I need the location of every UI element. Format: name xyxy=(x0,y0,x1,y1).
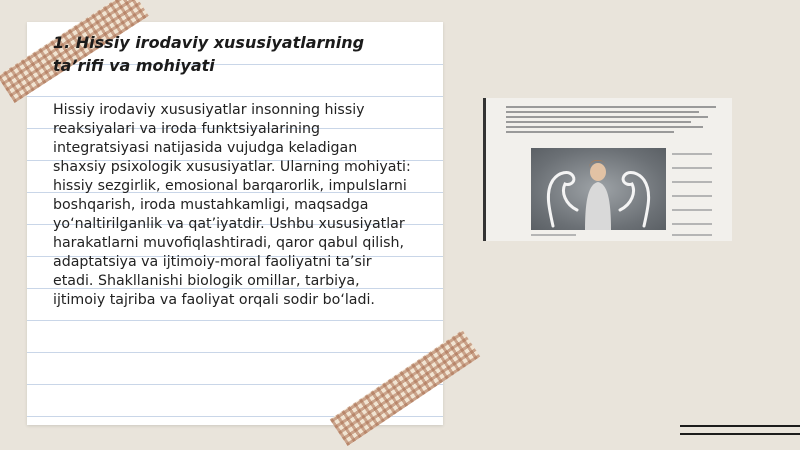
document-thumbnail xyxy=(483,98,732,241)
thumbnail-footer-left xyxy=(531,234,576,236)
slide-title: 1. Hissiy irodaviy xususiyatlarning ta’rifi va mohiyati xyxy=(53,33,365,75)
flexing-arms-icon xyxy=(531,148,666,230)
thumbnail-side-text xyxy=(672,153,712,237)
decorative-lines xyxy=(680,425,800,441)
flexing-arms-image xyxy=(531,148,666,230)
thumbnail-text-lines xyxy=(506,106,716,136)
slide-body-text: Hissiy irodaviy xususiyatlar insonning hissiy reaksiyalari va iroda funktsiyalarining integratsiyasi natijasida vujudga keladigan shaxsiy psixologik xususiyatlar. Ularning mohiyati: hissiy sezgirlik, emosional barqarorlik, impulslarni boshqarish, iroda mustahkamligi, maqsadga yo‘naltirilganlik va qat’iyatdir. Ushbu xususiyatlar harakatlarni muvofiqlashtiradi, qaror qabul qilish, adaptatsiya va ijtimoiy-moral faoliyatni ta’sir etadi. Shakllanishi biologik omillar, tarbiya, ijtimoiy tajriba va faoliyat orqali sodir bo‘ladi. xyxy=(53,102,411,308)
thumbnail-footer-right xyxy=(672,234,712,236)
